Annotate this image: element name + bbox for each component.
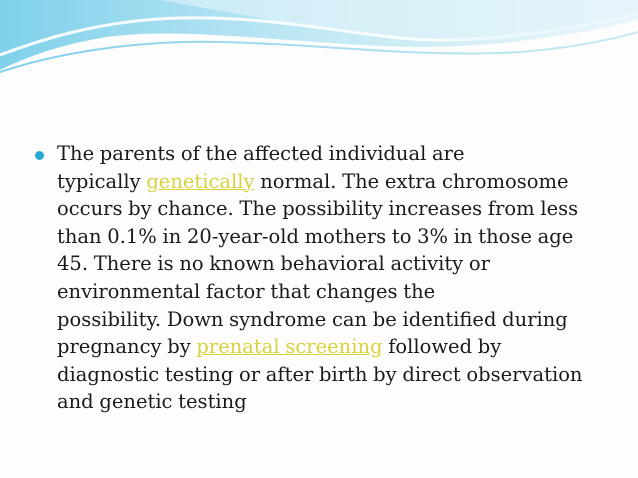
paragraph-line: environmental factor that changes the (57, 279, 436, 303)
prenatal-screening-link[interactable]: prenatal screening (196, 335, 383, 359)
bullet-dot-icon (35, 151, 44, 160)
paragraph-line: and genetic testing (57, 390, 247, 414)
paragraph-text: pregnancy by (57, 335, 197, 359)
paragraph-line: occurs by chance. The possibility increases from less (57, 197, 579, 221)
paragraph-line: than 0.1% in 20-year-old mothers to 3% in those age (57, 224, 574, 248)
genetically-link[interactable]: genetically (146, 169, 255, 193)
paragraph-line: 45. There is no known behavioral activity or (57, 252, 490, 276)
paragraph-line: possibility. Down syndrome can be identified during (57, 307, 568, 331)
content-area (35, 140, 605, 416)
paragraph-text: normal. The extra chromosome (254, 169, 569, 193)
bullet-item (35, 140, 605, 416)
paragraph-line: diagnostic testing or after birth by direct observation (57, 362, 583, 386)
paragraph-text: typically (57, 169, 147, 193)
paragraph-line: The parents of the affected individual are (57, 142, 465, 165)
bullet-paragraph (57, 140, 583, 416)
header-wave-decoration (0, 0, 638, 90)
paragraph-text: followed by (382, 335, 502, 359)
